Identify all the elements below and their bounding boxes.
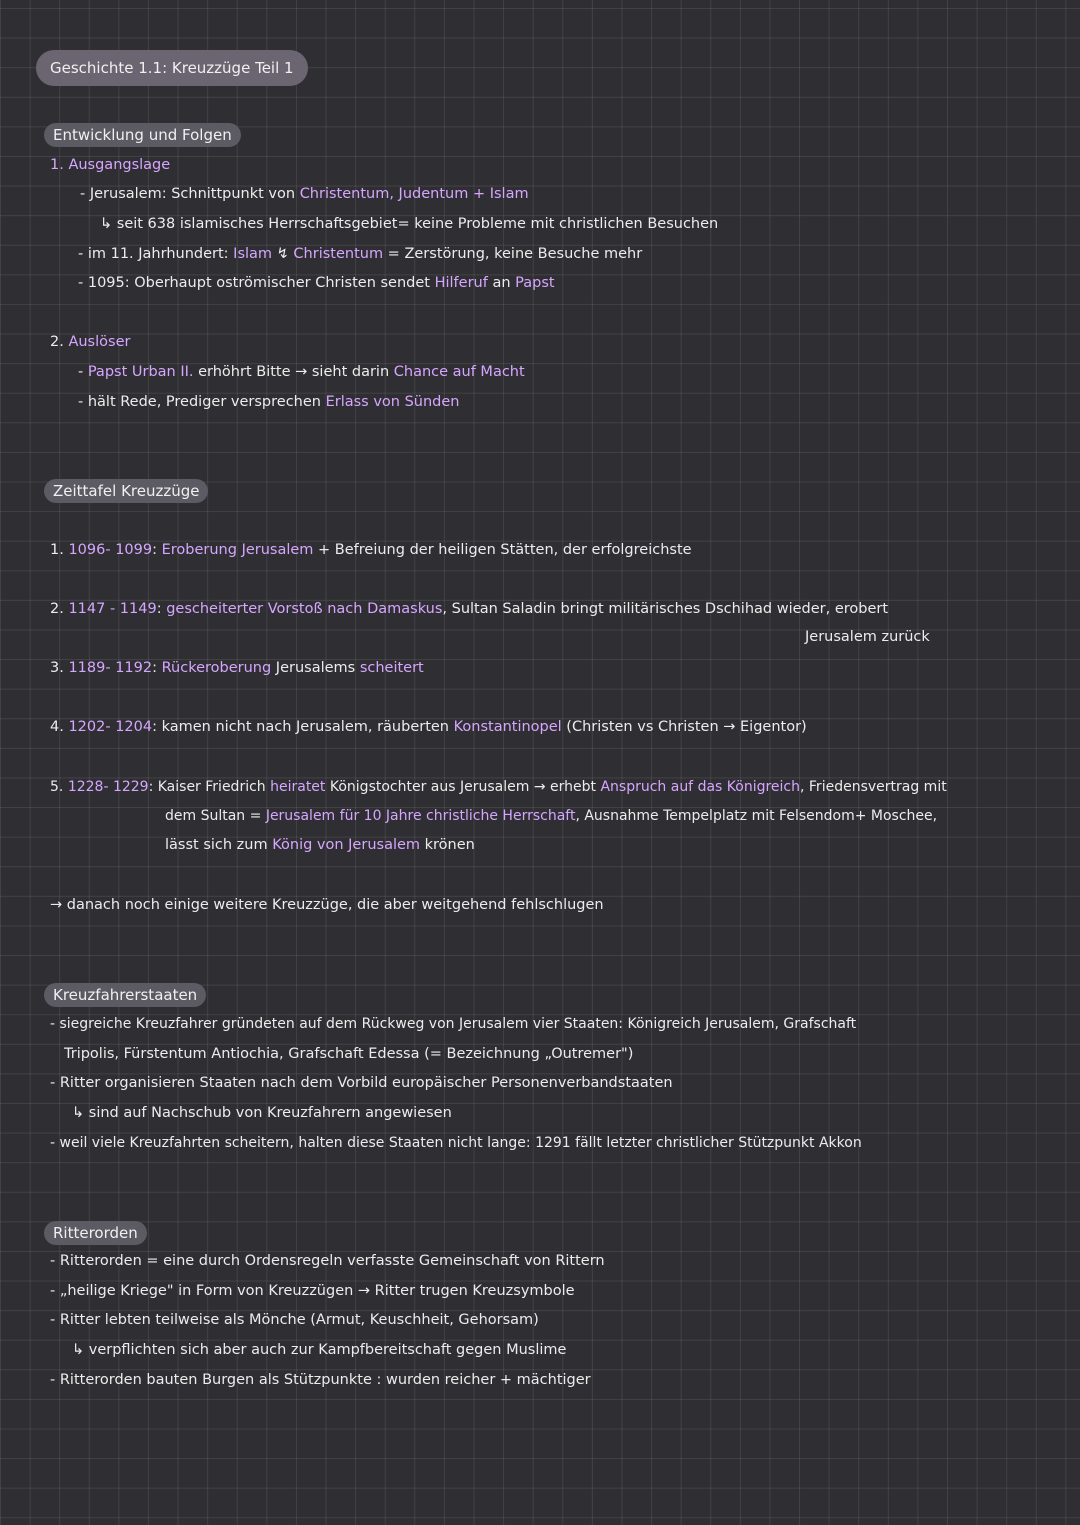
kreuzfahrerstaaten-line-3: - Ritter organisieren Staaten nach dem Vorbild europäischer Personenverbandstaaten bbox=[50, 1075, 673, 1091]
subheading-ausgangslage: 1. Ausgangslage bbox=[50, 157, 171, 173]
heading-ritterorden: Ritterorden bbox=[44, 1221, 147, 1245]
page-title: Geschichte 1.1: Kreuzzüge Teil 1 bbox=[36, 50, 308, 86]
ritterorden-line-2: - „heilige Kriege" in Form von Kreuzzügen → Ritter trugen Kreuzsymbole bbox=[50, 1283, 575, 1299]
zeittafel-after: → danach noch einige weitere Kreuzzüge, die aber weitgehend fehlschlugen bbox=[50, 897, 604, 913]
heading-entwicklung: Entwicklung und Folgen bbox=[44, 123, 241, 147]
kreuzfahrerstaaten-line-4: ↳ sind auf Nachschub von Kreuzfahrern angewiesen bbox=[72, 1105, 452, 1121]
ritterorden-line-3: - Ritter lebten teilweise als Mönche (Armut, Keuschheit, Gehorsam) bbox=[50, 1312, 539, 1328]
ausloeser-line-1: - Papst Urban II. erhöhrt Bitte → sieht darin Chance auf Macht bbox=[78, 364, 525, 380]
zeittafel-item-5-cont-2: lässt sich zum König von Jerusalem krönen bbox=[165, 837, 475, 853]
heading-kreuzfahrerstaaten: Kreuzfahrerstaaten bbox=[44, 983, 206, 1007]
ausgangslage-line-1: - Jerusalem: Schnittpunkt von Christentum, Judentum + Islam bbox=[80, 186, 529, 202]
ausgangslage-line-3: - im 11. Jahrhundert: Islam ↯ Christentum = Zerstörung, keine Besuche mehr bbox=[78, 246, 643, 262]
zeittafel-item-5-cont-1: dem Sultan = Jerusalem für 10 Jahre christliche Herrschaft, Ausnahme Tempelplatz mit Felsendom+ Moschee, bbox=[165, 808, 938, 824]
zeittafel-item-4: 4. 1202- 1204: kamen nicht nach Jerusalem, räuberten Konstantinopel (Christen vs Christen → Eigentor) bbox=[50, 719, 807, 735]
ausloeser-line-2: - hält Rede, Prediger versprechen Erlass von Sünden bbox=[78, 394, 460, 410]
kreuzfahrerstaaten-line-1: - siegreiche Kreuzfahrer gründeten auf dem Rückweg von Jerusalem vier Staaten: Königreich Jerusalem, Grafschaft bbox=[50, 1016, 857, 1032]
zeittafel-item-2-cont: Jerusalem zurück bbox=[805, 629, 930, 645]
ritterorden-line-4: ↳ verpflichten sich aber auch zur Kampfbereitschaft gegen Muslime bbox=[72, 1342, 567, 1358]
heading-zeittafel: Zeittafel Kreuzzüge bbox=[44, 479, 208, 503]
kreuzfahrerstaaten-line-2: Tripolis, Fürstentum Antiochia, Grafschaft Edessa (= Bezeichnung „Outremer") bbox=[64, 1046, 634, 1062]
kreuzfahrerstaaten-line-5: - weil viele Kreuzfahrten scheitern, halten diese Staaten nicht lange: 1291 fällt letzter christlicher Stützpunkt Akkon bbox=[50, 1135, 862, 1151]
zeittafel-item-3: 3. 1189- 1192: Rückeroberung Jerusalems scheitert bbox=[50, 660, 424, 676]
ausgangslage-line-2: ↳ seit 638 islamisches Herrschaftsgebiet= keine Probleme mit christlichen Besuchen bbox=[100, 216, 719, 232]
ritterorden-line-5: - Ritterorden bauten Burgen als Stützpunkte : wurden reicher + mächtiger bbox=[50, 1372, 591, 1388]
subheading-ausloeser: 2. Auslöser bbox=[50, 334, 131, 350]
zeittafel-item-2: 2. 1147 - 1149: gescheiterter Vorstoß nach Damaskus, Sultan Saladin bringt militärisches Dschihad wieder, erobert bbox=[50, 601, 889, 617]
ritterorden-line-1: - Ritterorden = eine durch Ordensregeln verfasste Gemeinschaft von Rittern bbox=[50, 1253, 605, 1269]
zeittafel-item-5: 5. 1228- 1229: Kaiser Friedrich heiratet Königstochter aus Jerusalem → erhebt Anspruch auf das Königreich, Friedensvertrag mit bbox=[50, 779, 947, 795]
zeittafel-item-1: 1. 1096- 1099: Eroberung Jerusalem + Befreiung der heiligen Stätten, der erfolgreichste bbox=[50, 542, 692, 558]
ausgangslage-line-4: - 1095: Oberhaupt oströmischer Christen sendet Hilferuf an Papst bbox=[78, 275, 555, 291]
